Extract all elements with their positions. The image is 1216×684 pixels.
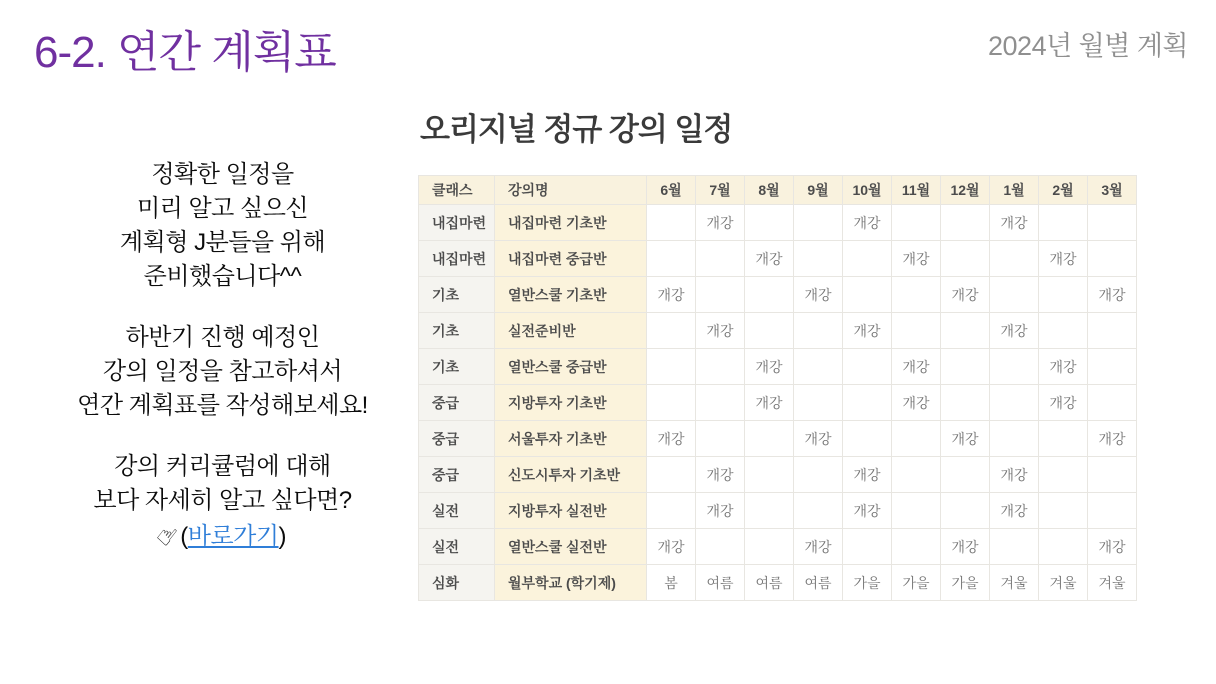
month-cell: 개강 xyxy=(647,277,696,313)
month-cell xyxy=(843,349,892,385)
column-header: 3월 xyxy=(1088,176,1137,205)
month-cell xyxy=(745,493,794,529)
month-cell xyxy=(1088,313,1137,349)
month-cell: 개강 xyxy=(794,277,843,313)
text-line: 강의 커리큘럼에 대해 xyxy=(114,453,331,480)
month-cell xyxy=(1088,349,1137,385)
intro-line xyxy=(25,450,420,518)
class-cell: 중급 xyxy=(419,421,495,457)
table-row xyxy=(419,349,1137,385)
text-line: 계획형 J분들을 위해 xyxy=(119,229,326,256)
course-cell: 서울투자 기초반 xyxy=(495,421,647,457)
table-row xyxy=(419,385,1137,421)
month-cell xyxy=(794,457,843,493)
month-cell: 개강 xyxy=(941,277,990,313)
month-cell xyxy=(990,421,1039,457)
month-cell xyxy=(1039,205,1088,241)
column-header: 2월 xyxy=(1039,176,1088,205)
month-cell: 가을 xyxy=(843,565,892,601)
month-cell: 개강 xyxy=(941,421,990,457)
month-cell xyxy=(892,277,941,313)
table-row xyxy=(419,313,1137,349)
month-cell xyxy=(892,457,941,493)
column-header: 9월 xyxy=(794,176,843,205)
month-cell xyxy=(647,241,696,277)
class-cell: 실전 xyxy=(419,493,495,529)
month-cell xyxy=(843,529,892,565)
column-header: 강의명 xyxy=(495,176,647,205)
column-header: 1월 xyxy=(990,176,1039,205)
month-cell xyxy=(1039,529,1088,565)
month-cell: 봄 xyxy=(647,565,696,601)
month-cell: 개강 xyxy=(794,529,843,565)
month-cell: 개강 xyxy=(843,205,892,241)
intro-paragraph-1 xyxy=(25,158,420,294)
column-header: 8월 xyxy=(745,176,794,205)
month-cell xyxy=(647,349,696,385)
intro-paragraph-3 xyxy=(25,450,420,554)
month-cell: 겨울 xyxy=(1039,565,1088,601)
month-cell xyxy=(696,349,745,385)
month-cell: 개강 xyxy=(892,349,941,385)
month-cell xyxy=(941,241,990,277)
month-cell xyxy=(696,241,745,277)
month-cell xyxy=(1039,313,1088,349)
month-cell xyxy=(941,457,990,493)
month-cell xyxy=(794,241,843,277)
text-line: 하반기 진행 예정인 xyxy=(125,324,320,351)
month-cell: 가을 xyxy=(892,565,941,601)
schedule-section xyxy=(418,104,1137,601)
month-cell xyxy=(647,313,696,349)
table-row xyxy=(419,277,1137,313)
text-line: 정확한 일정을 xyxy=(151,161,294,188)
course-cell: 열반스쿨 실전반 xyxy=(495,529,647,565)
course-cell: 열반스쿨 중급반 xyxy=(495,349,647,385)
column-header: 12월 xyxy=(941,176,990,205)
course-cell: 열반스쿨 기초반 xyxy=(495,277,647,313)
column-header: 7월 xyxy=(696,176,745,205)
month-cell xyxy=(892,529,941,565)
month-cell xyxy=(843,277,892,313)
class-cell: 기초 xyxy=(419,313,495,349)
month-cell xyxy=(990,241,1039,277)
month-cell xyxy=(941,385,990,421)
intro-text-block xyxy=(25,158,420,554)
month-cell xyxy=(745,529,794,565)
month-cell: 개강 xyxy=(843,313,892,349)
month-cell xyxy=(794,205,843,241)
class-cell: 실전 xyxy=(419,529,495,565)
month-cell xyxy=(696,385,745,421)
course-cell: 지방투자 실전반 xyxy=(495,493,647,529)
month-cell xyxy=(892,493,941,529)
intro-paragraph-2 xyxy=(25,321,420,423)
table-row xyxy=(419,565,1137,601)
shortcut-link[interactable]: 바로가기 xyxy=(187,523,279,550)
month-cell xyxy=(696,277,745,313)
month-cell xyxy=(990,277,1039,313)
month-cell: 개강 xyxy=(843,457,892,493)
month-cell xyxy=(696,529,745,565)
month-cell xyxy=(990,385,1039,421)
course-cell: 실전준비반 xyxy=(495,313,647,349)
text-line: 보다 자세히 알고 싶다면? xyxy=(93,487,352,514)
class-cell: 내집마련 xyxy=(419,205,495,241)
link-suffix: ) xyxy=(278,523,287,550)
table-row xyxy=(419,529,1137,565)
month-cell: 개강 xyxy=(647,529,696,565)
month-cell xyxy=(745,277,794,313)
course-cell: 월부학교 (학기제) xyxy=(495,565,647,601)
month-cell: 개강 xyxy=(990,313,1039,349)
month-cell: 개강 xyxy=(892,385,941,421)
month-cell: 개강 xyxy=(892,241,941,277)
pointing-hand-icon: ☝ xyxy=(151,518,182,552)
month-cell xyxy=(1088,205,1137,241)
month-cell xyxy=(647,385,696,421)
month-cell xyxy=(745,313,794,349)
month-cell xyxy=(1039,421,1088,457)
month-cell: 개강 xyxy=(1039,241,1088,277)
column-header: 11월 xyxy=(892,176,941,205)
month-cell xyxy=(990,529,1039,565)
class-cell: 기초 xyxy=(419,349,495,385)
month-cell xyxy=(794,493,843,529)
month-cell xyxy=(990,349,1039,385)
month-cell: 겨울 xyxy=(990,565,1039,601)
table-row xyxy=(419,205,1137,241)
month-cell: 개강 xyxy=(647,421,696,457)
month-cell: 개강 xyxy=(745,241,794,277)
month-cell xyxy=(1088,493,1137,529)
month-cell xyxy=(647,493,696,529)
month-cell xyxy=(696,421,745,457)
month-cell xyxy=(892,421,941,457)
course-cell: 내집마련 중급반 xyxy=(495,241,647,277)
month-cell: 개강 xyxy=(843,493,892,529)
course-cell: 지방투자 기초반 xyxy=(495,385,647,421)
month-cell xyxy=(745,421,794,457)
month-cell: 개강 xyxy=(990,457,1039,493)
month-cell xyxy=(892,313,941,349)
month-cell xyxy=(794,349,843,385)
table-row xyxy=(419,241,1137,277)
corner-label: 2024년 월별 계획 xyxy=(988,31,1188,61)
month-cell: 개강 xyxy=(941,529,990,565)
month-cell: 개강 xyxy=(745,349,794,385)
month-cell: 개강 xyxy=(794,421,843,457)
month-cell xyxy=(941,349,990,385)
month-cell: 여름 xyxy=(745,565,794,601)
month-cell: 가을 xyxy=(941,565,990,601)
class-cell: 기초 xyxy=(419,277,495,313)
table-row xyxy=(419,493,1137,529)
month-cell xyxy=(941,313,990,349)
month-cell xyxy=(1088,457,1137,493)
month-cell xyxy=(892,205,941,241)
month-cell xyxy=(843,421,892,457)
month-cell: 개강 xyxy=(1088,421,1137,457)
month-cell xyxy=(843,241,892,277)
month-cell xyxy=(745,457,794,493)
month-cell: 개강 xyxy=(1088,529,1137,565)
column-header: 6월 xyxy=(647,176,696,205)
month-cell: 개강 xyxy=(990,205,1039,241)
month-cell xyxy=(794,385,843,421)
month-cell xyxy=(647,205,696,241)
month-cell: 개강 xyxy=(1039,385,1088,421)
schedule-table xyxy=(418,175,1137,601)
class-cell: 중급 xyxy=(419,457,495,493)
month-cell: 개강 xyxy=(696,313,745,349)
month-cell: 여름 xyxy=(794,565,843,601)
course-cell: 신도시투자 기초반 xyxy=(495,457,647,493)
page-title: 6-2. 연간 계획표 xyxy=(34,28,336,77)
month-cell xyxy=(1088,385,1137,421)
month-cell xyxy=(1039,277,1088,313)
month-cell: 개강 xyxy=(696,205,745,241)
month-cell: 개강 xyxy=(1088,277,1137,313)
link-prefix: ( xyxy=(180,523,188,550)
month-cell: 개강 xyxy=(745,385,794,421)
month-cell: 개강 xyxy=(696,457,745,493)
class-cell: 중급 xyxy=(419,385,495,421)
course-cell: 내집마련 기초반 xyxy=(495,205,647,241)
month-cell xyxy=(1039,493,1088,529)
month-cell xyxy=(794,313,843,349)
schedule-heading: 오리지널 정규 강의 일정 xyxy=(420,112,733,147)
month-cell: 개강 xyxy=(696,493,745,529)
month-cell xyxy=(843,385,892,421)
month-cell: 개강 xyxy=(1039,349,1088,385)
month-cell: 겨울 xyxy=(1088,565,1137,601)
class-cell: 내집마련 xyxy=(419,241,495,277)
text-line: 연간 계획표를 작성해보세요! xyxy=(77,392,368,419)
class-cell: 심화 xyxy=(419,565,495,601)
month-cell: 여름 xyxy=(696,565,745,601)
text-line: 미리 알고 싶으신 xyxy=(136,195,309,222)
text-line: 준비했습니다^^ xyxy=(143,263,302,290)
link-line xyxy=(25,518,420,554)
column-header: 클래스 xyxy=(419,176,495,205)
month-cell xyxy=(745,205,794,241)
text-line: 강의 일정을 참고하셔서 xyxy=(102,358,343,385)
table-row xyxy=(419,421,1137,457)
month-cell xyxy=(941,493,990,529)
month-cell xyxy=(1088,241,1137,277)
month-cell xyxy=(647,457,696,493)
table-row xyxy=(419,457,1137,493)
table-header-row xyxy=(419,176,1137,205)
month-cell xyxy=(941,205,990,241)
column-header: 10월 xyxy=(843,176,892,205)
month-cell xyxy=(1039,457,1088,493)
month-cell: 개강 xyxy=(990,493,1039,529)
